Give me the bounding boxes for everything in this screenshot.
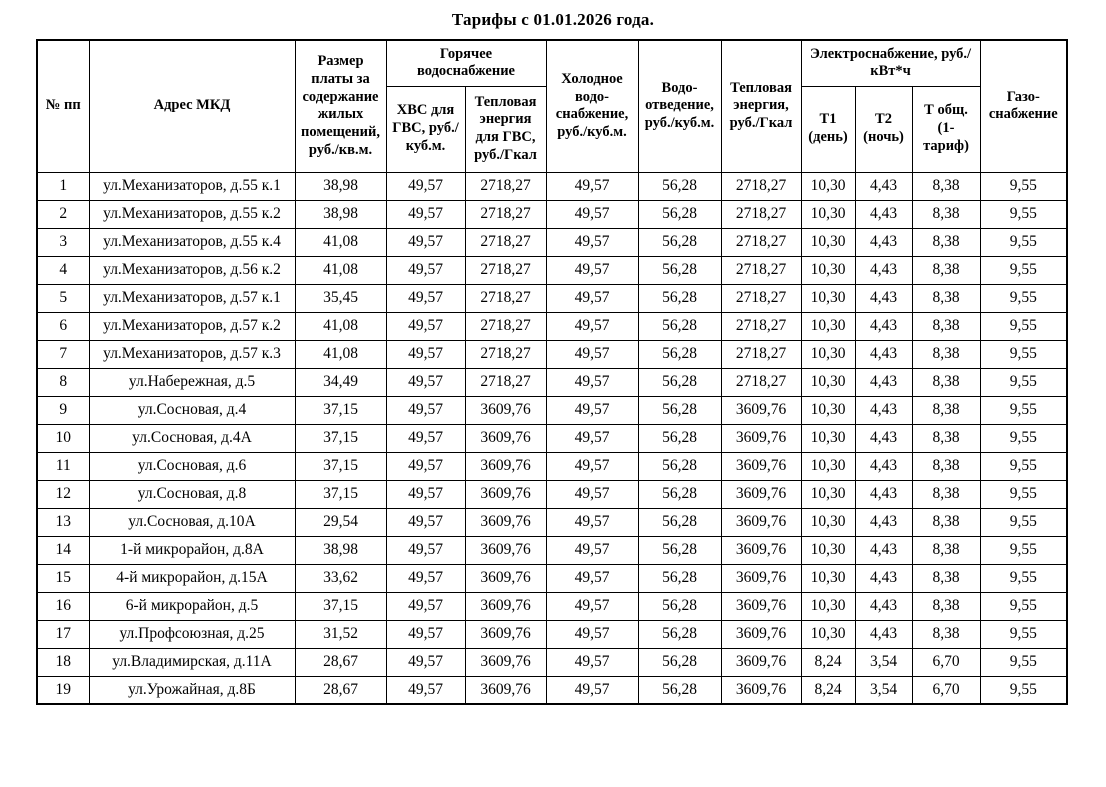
cell-heat-for-gvs: 3609,76 — [465, 648, 546, 676]
cell-gas: 9,55 — [980, 480, 1067, 508]
cell-address: 6-й микрорайон, д.5 — [89, 592, 295, 620]
cell-heat-for-gvs: 2718,27 — [465, 340, 546, 368]
cell-address: ул.Сосновая, д.4А — [89, 424, 295, 452]
table-row — [37, 228, 1067, 256]
cell-maintenance: 29,54 — [295, 508, 386, 536]
cell-maintenance: 38,98 — [295, 200, 386, 228]
cell-maintenance: 41,08 — [295, 340, 386, 368]
cell-t-common: 8,38 — [912, 200, 980, 228]
cell-t2: 4,43 — [855, 256, 912, 284]
cell-cold-water: 49,57 — [546, 284, 638, 312]
cell-cold-water: 49,57 — [546, 592, 638, 620]
cell-row-number: 14 — [37, 536, 89, 564]
header-address: Адрес МКД — [89, 40, 295, 172]
table-row — [37, 452, 1067, 480]
cell-t-common: 8,38 — [912, 564, 980, 592]
cell-row-number: 10 — [37, 424, 89, 452]
cell-t2: 4,43 — [855, 592, 912, 620]
cell-cold-water: 49,57 — [546, 508, 638, 536]
cell-t1: 10,30 — [801, 480, 855, 508]
cell-t-common: 8,38 — [912, 172, 980, 200]
cell-heat-energy: 2718,27 — [721, 200, 801, 228]
cell-hvs-for-gvs: 49,57 — [386, 452, 465, 480]
cell-heat-for-gvs: 3609,76 — [465, 536, 546, 564]
cell-t2: 4,43 — [855, 312, 912, 340]
cell-cold-water: 49,57 — [546, 452, 638, 480]
table-row — [37, 284, 1067, 312]
cell-sewerage: 56,28 — [638, 312, 721, 340]
cell-hvs-for-gvs: 49,57 — [386, 200, 465, 228]
cell-maintenance: 37,15 — [295, 480, 386, 508]
cell-t1: 10,30 — [801, 620, 855, 648]
cell-t-common: 8,38 — [912, 536, 980, 564]
cell-address: ул.Сосновая, д.10А — [89, 508, 295, 536]
cell-sewerage: 56,28 — [638, 508, 721, 536]
cell-maintenance: 35,45 — [295, 284, 386, 312]
cell-cold-water: 49,57 — [546, 368, 638, 396]
table-row — [37, 424, 1067, 452]
cell-hvs-for-gvs: 49,57 — [386, 592, 465, 620]
cell-sewerage: 56,28 — [638, 228, 721, 256]
cell-row-number: 13 — [37, 508, 89, 536]
tariff-table — [36, 39, 1068, 705]
table-row — [37, 508, 1067, 536]
cell-cold-water: 49,57 — [546, 396, 638, 424]
cell-address: ул.Механизаторов, д.57 к.2 — [89, 312, 295, 340]
cell-cold-water: 49,57 — [546, 648, 638, 676]
cell-t1: 10,30 — [801, 368, 855, 396]
header-t-common: Т общ. (1-тариф) — [912, 86, 980, 172]
cell-maintenance: 38,98 — [295, 536, 386, 564]
header-t2: Т2 (ночь) — [855, 86, 912, 172]
header-cold-water: Холодное водо-снабжение, руб./куб.м. — [546, 40, 638, 172]
header-heat-for-gvs: Тепловая энергия для ГВС, руб./Гкал — [465, 86, 546, 172]
cell-heat-energy: 3609,76 — [721, 620, 801, 648]
cell-gas: 9,55 — [980, 228, 1067, 256]
cell-address: ул.Сосновая, д.4 — [89, 396, 295, 424]
cell-gas: 9,55 — [980, 312, 1067, 340]
cell-t2: 4,43 — [855, 200, 912, 228]
table-row — [37, 536, 1067, 564]
cell-maintenance: 37,15 — [295, 452, 386, 480]
header-t1: Т1 (день) — [801, 86, 855, 172]
cell-heat-energy: 3609,76 — [721, 676, 801, 704]
cell-address: ул.Механизаторов, д.55 к.1 — [89, 172, 295, 200]
cell-address: ул.Набережная, д.5 — [89, 368, 295, 396]
cell-heat-for-gvs: 3609,76 — [465, 676, 546, 704]
cell-t-common: 8,38 — [912, 508, 980, 536]
cell-heat-for-gvs: 3609,76 — [465, 396, 546, 424]
header-hot-water-group: Горячее водоснабжение — [386, 40, 546, 86]
cell-address: ул.Механизаторов, д.55 к.2 — [89, 200, 295, 228]
cell-t1: 8,24 — [801, 648, 855, 676]
header-no: № пп — [37, 40, 89, 172]
cell-heat-for-gvs: 3609,76 — [465, 424, 546, 452]
cell-hvs-for-gvs: 49,57 — [386, 172, 465, 200]
cell-t1: 10,30 — [801, 536, 855, 564]
cell-row-number: 5 — [37, 284, 89, 312]
cell-t2: 4,43 — [855, 284, 912, 312]
cell-gas: 9,55 — [980, 536, 1067, 564]
cell-t2: 4,43 — [855, 480, 912, 508]
cell-hvs-for-gvs: 49,57 — [386, 676, 465, 704]
cell-t1: 10,30 — [801, 312, 855, 340]
cell-gas: 9,55 — [980, 172, 1067, 200]
cell-sewerage: 56,28 — [638, 564, 721, 592]
cell-sewerage: 56,28 — [638, 396, 721, 424]
cell-t-common: 8,38 — [912, 592, 980, 620]
cell-gas: 9,55 — [980, 284, 1067, 312]
cell-row-number: 3 — [37, 228, 89, 256]
cell-maintenance: 41,08 — [295, 312, 386, 340]
table-row — [37, 396, 1067, 424]
cell-t-common: 8,38 — [912, 368, 980, 396]
cell-gas: 9,55 — [980, 564, 1067, 592]
cell-hvs-for-gvs: 49,57 — [386, 424, 465, 452]
table-row — [37, 564, 1067, 592]
cell-t-common: 8,38 — [912, 228, 980, 256]
cell-row-number: 19 — [37, 676, 89, 704]
cell-hvs-for-gvs: 49,57 — [386, 340, 465, 368]
cell-cold-water: 49,57 — [546, 312, 638, 340]
cell-heat-energy: 3609,76 — [721, 480, 801, 508]
cell-heat-energy: 3609,76 — [721, 564, 801, 592]
cell-cold-water: 49,57 — [546, 564, 638, 592]
cell-t2: 3,54 — [855, 676, 912, 704]
cell-row-number: 17 — [37, 620, 89, 648]
table-row — [37, 368, 1067, 396]
table-row — [37, 312, 1067, 340]
cell-maintenance: 37,15 — [295, 396, 386, 424]
cell-row-number: 11 — [37, 452, 89, 480]
cell-heat-for-gvs: 3609,76 — [465, 508, 546, 536]
cell-sewerage: 56,28 — [638, 172, 721, 200]
cell-cold-water: 49,57 — [546, 424, 638, 452]
cell-t-common: 8,38 — [912, 340, 980, 368]
cell-heat-energy: 2718,27 — [721, 312, 801, 340]
cell-hvs-for-gvs: 49,57 — [386, 564, 465, 592]
cell-maintenance: 33,62 — [295, 564, 386, 592]
cell-t2: 4,43 — [855, 536, 912, 564]
cell-heat-for-gvs: 2718,27 — [465, 228, 546, 256]
cell-address: ул.Урожайная, д.8Б — [89, 676, 295, 704]
cell-sewerage: 56,28 — [638, 620, 721, 648]
cell-t2: 4,43 — [855, 340, 912, 368]
cell-maintenance: 28,67 — [295, 648, 386, 676]
cell-t2: 4,43 — [855, 172, 912, 200]
cell-maintenance: 41,08 — [295, 256, 386, 284]
cell-hvs-for-gvs: 49,57 — [386, 620, 465, 648]
table-row — [37, 200, 1067, 228]
cell-t1: 10,30 — [801, 256, 855, 284]
cell-hvs-for-gvs: 49,57 — [386, 368, 465, 396]
page-title: Тарифы с 01.01.2026 года. — [451, 10, 655, 29]
cell-row-number: 15 — [37, 564, 89, 592]
cell-t2: 4,43 — [855, 424, 912, 452]
cell-gas: 9,55 — [980, 368, 1067, 396]
cell-hvs-for-gvs: 49,57 — [386, 508, 465, 536]
cell-t2: 4,43 — [855, 396, 912, 424]
cell-t1: 10,30 — [801, 172, 855, 200]
cell-t2: 4,43 — [855, 452, 912, 480]
cell-t-common: 8,38 — [912, 480, 980, 508]
cell-heat-energy: 2718,27 — [721, 284, 801, 312]
cell-address: 4-й микрорайон, д.15А — [89, 564, 295, 592]
cell-gas: 9,55 — [980, 620, 1067, 648]
header-maintenance: Размер платы за содержание жилых помещений, руб./кв.м. — [295, 40, 386, 172]
cell-hvs-for-gvs: 49,57 — [386, 536, 465, 564]
cell-maintenance: 37,15 — [295, 592, 386, 620]
cell-t2: 4,43 — [855, 228, 912, 256]
cell-heat-for-gvs: 2718,27 — [465, 256, 546, 284]
cell-sewerage: 56,28 — [638, 340, 721, 368]
cell-t1: 10,30 — [801, 228, 855, 256]
cell-cold-water: 49,57 — [546, 676, 638, 704]
cell-heat-energy: 3609,76 — [721, 396, 801, 424]
cell-maintenance: 37,15 — [295, 424, 386, 452]
cell-gas: 9,55 — [980, 200, 1067, 228]
cell-row-number: 18 — [37, 648, 89, 676]
cell-t-common: 8,38 — [912, 312, 980, 340]
cell-row-number: 16 — [37, 592, 89, 620]
cell-sewerage: 56,28 — [638, 452, 721, 480]
cell-t-common: 8,38 — [912, 396, 980, 424]
cell-row-number: 2 — [37, 200, 89, 228]
cell-heat-for-gvs: 2718,27 — [465, 368, 546, 396]
cell-cold-water: 49,57 — [546, 480, 638, 508]
cell-heat-energy: 3609,76 — [721, 648, 801, 676]
header-sewerage: Водо-отведение, руб./куб.м. — [638, 40, 721, 172]
cell-maintenance: 34,49 — [295, 368, 386, 396]
cell-hvs-for-gvs: 49,57 — [386, 312, 465, 340]
cell-cold-water: 49,57 — [546, 256, 638, 284]
cell-cold-water: 49,57 — [546, 620, 638, 648]
cell-t2: 4,43 — [855, 508, 912, 536]
cell-t1: 10,30 — [801, 564, 855, 592]
cell-heat-for-gvs: 2718,27 — [465, 200, 546, 228]
cell-heat-energy: 2718,27 — [721, 368, 801, 396]
cell-gas: 9,55 — [980, 508, 1067, 536]
cell-maintenance: 31,52 — [295, 620, 386, 648]
cell-heat-energy: 3609,76 — [721, 424, 801, 452]
header-electricity-group: Электроснабжение, руб./кВт*ч — [801, 40, 980, 86]
cell-row-number: 7 — [37, 340, 89, 368]
cell-sewerage: 56,28 — [638, 648, 721, 676]
cell-address: ул.Механизаторов, д.57 к.3 — [89, 340, 295, 368]
cell-t-common: 8,38 — [912, 620, 980, 648]
header-heat-energy: Тепловая энергия, руб./Гкал — [721, 40, 801, 172]
cell-heat-for-gvs: 2718,27 — [465, 312, 546, 340]
table-row — [37, 620, 1067, 648]
cell-heat-energy: 3609,76 — [721, 592, 801, 620]
cell-heat-energy: 2718,27 — [721, 172, 801, 200]
cell-heat-for-gvs: 3609,76 — [465, 480, 546, 508]
cell-hvs-for-gvs: 49,57 — [386, 228, 465, 256]
cell-gas: 9,55 — [980, 424, 1067, 452]
cell-hvs-for-gvs: 49,57 — [386, 256, 465, 284]
cell-t1: 10,30 — [801, 508, 855, 536]
cell-row-number: 6 — [37, 312, 89, 340]
cell-t1: 10,30 — [801, 396, 855, 424]
header-gas: Газо-снабжение — [980, 40, 1067, 172]
cell-cold-water: 49,57 — [546, 228, 638, 256]
table-row — [37, 480, 1067, 508]
cell-t-common: 8,38 — [912, 424, 980, 452]
cell-heat-for-gvs: 3609,76 — [465, 620, 546, 648]
cell-hvs-for-gvs: 49,57 — [386, 648, 465, 676]
cell-gas: 9,55 — [980, 592, 1067, 620]
cell-t1: 10,30 — [801, 200, 855, 228]
cell-row-number: 1 — [37, 172, 89, 200]
cell-heat-energy: 3609,76 — [721, 452, 801, 480]
cell-hvs-for-gvs: 49,57 — [386, 396, 465, 424]
cell-t-common: 8,38 — [912, 256, 980, 284]
cell-gas: 9,55 — [980, 648, 1067, 676]
cell-gas: 9,55 — [980, 340, 1067, 368]
cell-sewerage: 56,28 — [638, 536, 721, 564]
cell-sewerage: 56,28 — [638, 200, 721, 228]
cell-gas: 9,55 — [980, 676, 1067, 704]
cell-address: ул.Сосновая, д.8 — [89, 480, 295, 508]
cell-t1: 10,30 — [801, 340, 855, 368]
cell-heat-for-gvs: 2718,27 — [465, 172, 546, 200]
table-row — [37, 256, 1067, 284]
cell-address: ул.Механизаторов, д.57 к.1 — [89, 284, 295, 312]
cell-t-common: 8,38 — [912, 284, 980, 312]
table-row — [37, 676, 1067, 704]
cell-maintenance: 38,98 — [295, 172, 386, 200]
cell-address: ул.Профсоюзная, д.25 — [89, 620, 295, 648]
cell-address: ул.Сосновая, д.6 — [89, 452, 295, 480]
cell-t2: 4,43 — [855, 368, 912, 396]
cell-t2: 3,54 — [855, 648, 912, 676]
table-row — [37, 648, 1067, 676]
cell-maintenance: 41,08 — [295, 228, 386, 256]
cell-hvs-for-gvs: 49,57 — [386, 284, 465, 312]
header-hvs-for-gvs: ХВС для ГВС, руб./куб.м. — [386, 86, 465, 172]
cell-heat-for-gvs: 3609,76 — [465, 564, 546, 592]
cell-t-common: 6,70 — [912, 676, 980, 704]
cell-t1: 10,30 — [801, 592, 855, 620]
cell-t2: 4,43 — [855, 564, 912, 592]
cell-heat-energy: 3609,76 — [721, 536, 801, 564]
cell-heat-for-gvs: 3609,76 — [465, 592, 546, 620]
cell-hvs-for-gvs: 49,57 — [386, 480, 465, 508]
cell-cold-water: 49,57 — [546, 172, 638, 200]
table-row — [37, 172, 1067, 200]
cell-sewerage: 56,28 — [638, 284, 721, 312]
cell-gas: 9,55 — [980, 396, 1067, 424]
cell-cold-water: 49,57 — [546, 200, 638, 228]
cell-sewerage: 56,28 — [638, 368, 721, 396]
cell-heat-energy: 2718,27 — [721, 256, 801, 284]
cell-address: ул.Владимирская, д.11А — [89, 648, 295, 676]
cell-t1: 10,30 — [801, 452, 855, 480]
table-row — [37, 340, 1067, 368]
table-row — [37, 592, 1067, 620]
cell-row-number: 4 — [37, 256, 89, 284]
cell-address: ул.Механизаторов, д.55 к.4 — [89, 228, 295, 256]
cell-heat-for-gvs: 2718,27 — [465, 284, 546, 312]
cell-heat-for-gvs: 3609,76 — [465, 452, 546, 480]
cell-row-number: 8 — [37, 368, 89, 396]
cell-row-number: 12 — [37, 480, 89, 508]
cell-t2: 4,43 — [855, 620, 912, 648]
cell-t1: 8,24 — [801, 676, 855, 704]
cell-maintenance: 28,67 — [295, 676, 386, 704]
cell-heat-energy: 2718,27 — [721, 228, 801, 256]
cell-row-number: 9 — [37, 396, 89, 424]
cell-cold-water: 49,57 — [546, 340, 638, 368]
cell-cold-water: 49,57 — [546, 536, 638, 564]
cell-sewerage: 56,28 — [638, 256, 721, 284]
cell-sewerage: 56,28 — [638, 676, 721, 704]
cell-heat-energy: 3609,76 — [721, 508, 801, 536]
cell-heat-energy: 2718,27 — [721, 340, 801, 368]
cell-address: 1-й микрорайон, д.8А — [89, 536, 295, 564]
cell-t1: 10,30 — [801, 424, 855, 452]
cell-gas: 9,55 — [980, 256, 1067, 284]
cell-t-common: 8,38 — [912, 452, 980, 480]
cell-sewerage: 56,28 — [638, 592, 721, 620]
cell-address: ул.Механизаторов, д.56 к.2 — [89, 256, 295, 284]
cell-sewerage: 56,28 — [638, 424, 721, 452]
cell-t-common: 6,70 — [912, 648, 980, 676]
cell-gas: 9,55 — [980, 452, 1067, 480]
cell-t1: 10,30 — [801, 284, 855, 312]
cell-sewerage: 56,28 — [638, 480, 721, 508]
